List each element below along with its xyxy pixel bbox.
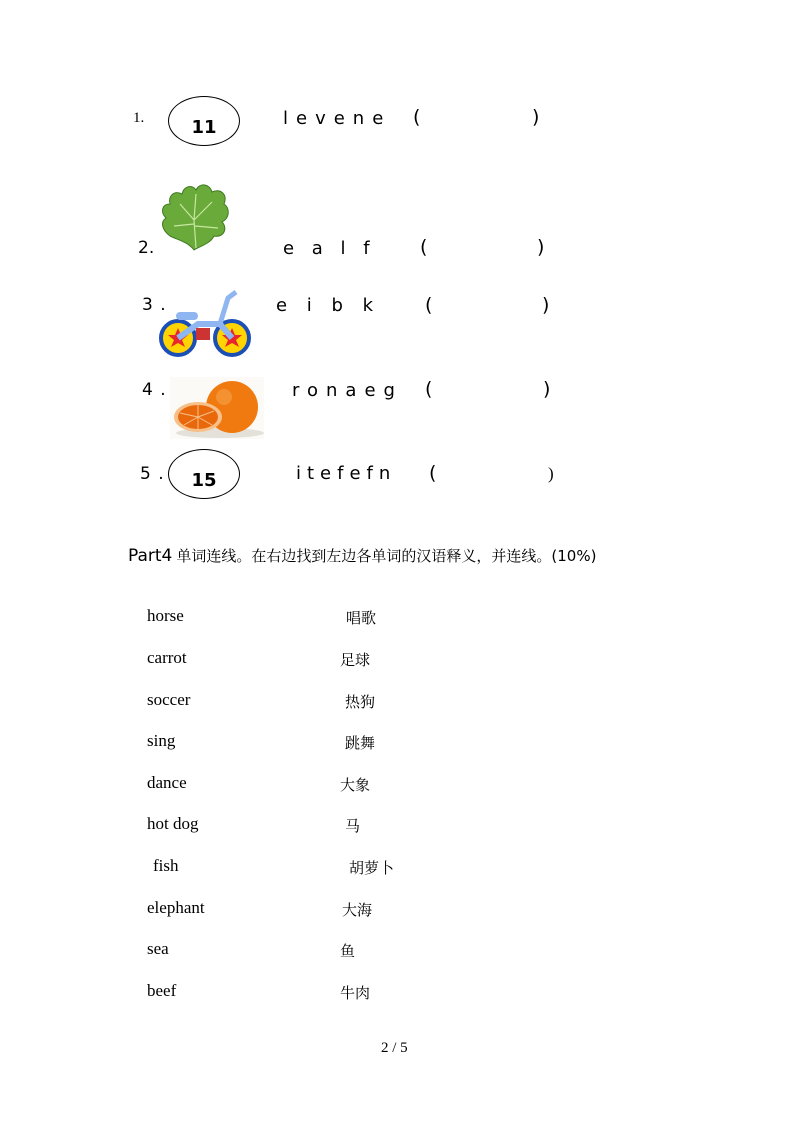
item-1-open-paren: ( bbox=[413, 106, 421, 128]
pair-6-english: hot dog bbox=[147, 814, 199, 833]
pair-8-chinese: 大海 bbox=[342, 901, 373, 919]
item-2-open-paren: ( bbox=[420, 236, 428, 258]
pair-2-chinese: 足球 bbox=[340, 651, 371, 669]
pair-1-chinese: 唱歌 bbox=[346, 609, 377, 627]
item-4-close-paren: ) bbox=[543, 378, 551, 400]
pair-1-english: horse bbox=[147, 606, 184, 625]
pair-7-english: fish bbox=[153, 856, 179, 875]
part4-label: Part4 bbox=[128, 546, 173, 566]
item-3-close-paren: ) bbox=[542, 294, 550, 316]
item-3-number: 3 . bbox=[142, 295, 167, 315]
item-3-open-paren: ( bbox=[425, 294, 433, 316]
item-4-number: 4 . bbox=[142, 380, 167, 400]
pair-8-english: elephant bbox=[147, 898, 205, 917]
page-number: 2 / 5 bbox=[381, 1040, 408, 1056]
pair-5-english: dance bbox=[147, 773, 187, 792]
item-5-number: 5 . bbox=[140, 464, 165, 484]
item-1-oval bbox=[168, 96, 240, 146]
item-2-close-paren: ) bbox=[537, 236, 545, 258]
pair-10-chinese: 牛肉 bbox=[340, 984, 371, 1002]
item-4-open-paren: ( bbox=[425, 378, 433, 400]
pair-9-english: sea bbox=[147, 939, 169, 958]
item-2-number: 2. bbox=[138, 238, 155, 258]
pair-2-english: carrot bbox=[147, 648, 187, 667]
pair-10-english: beef bbox=[147, 981, 177, 1000]
item-5-oval-number: 15 bbox=[191, 470, 217, 491]
item-4-scramble: ronaeg bbox=[292, 380, 403, 401]
item-5-open-paren: ( bbox=[429, 462, 437, 484]
part4-instruction: 单词连线。在右边找到左边各单词的汉语释义，并连线。(10%) bbox=[176, 547, 597, 565]
pair-6-chinese: 马 bbox=[345, 817, 361, 835]
pair-7-chinese: 胡萝卜 bbox=[349, 859, 395, 877]
item-1-scramble: levene bbox=[283, 108, 392, 129]
item-5-scramble: itefefn bbox=[296, 463, 397, 484]
item-5-close-paren: ) bbox=[548, 464, 554, 483]
pair-3-chinese: 热狗 bbox=[345, 693, 376, 711]
part4-heading bbox=[128, 545, 596, 566]
leaf-image bbox=[158, 180, 232, 252]
item-1-oval-number: 11 bbox=[191, 117, 217, 138]
orange-image bbox=[170, 377, 264, 439]
pair-4-chinese: 跳舞 bbox=[345, 734, 376, 752]
pair-3-english: soccer bbox=[147, 690, 191, 709]
pair-9-chinese: 鱼 bbox=[340, 942, 356, 960]
item-3-scramble: e i b k bbox=[276, 295, 381, 316]
item-1-close-paren: ) bbox=[532, 106, 540, 128]
item-1-number: 1. bbox=[133, 110, 145, 126]
item-5-oval bbox=[168, 449, 240, 499]
pair-4-english: sing bbox=[147, 731, 176, 750]
item-2-scramble: e a l f bbox=[283, 238, 376, 259]
pair-5-chinese: 大象 bbox=[340, 776, 371, 794]
bike-image bbox=[158, 286, 254, 362]
